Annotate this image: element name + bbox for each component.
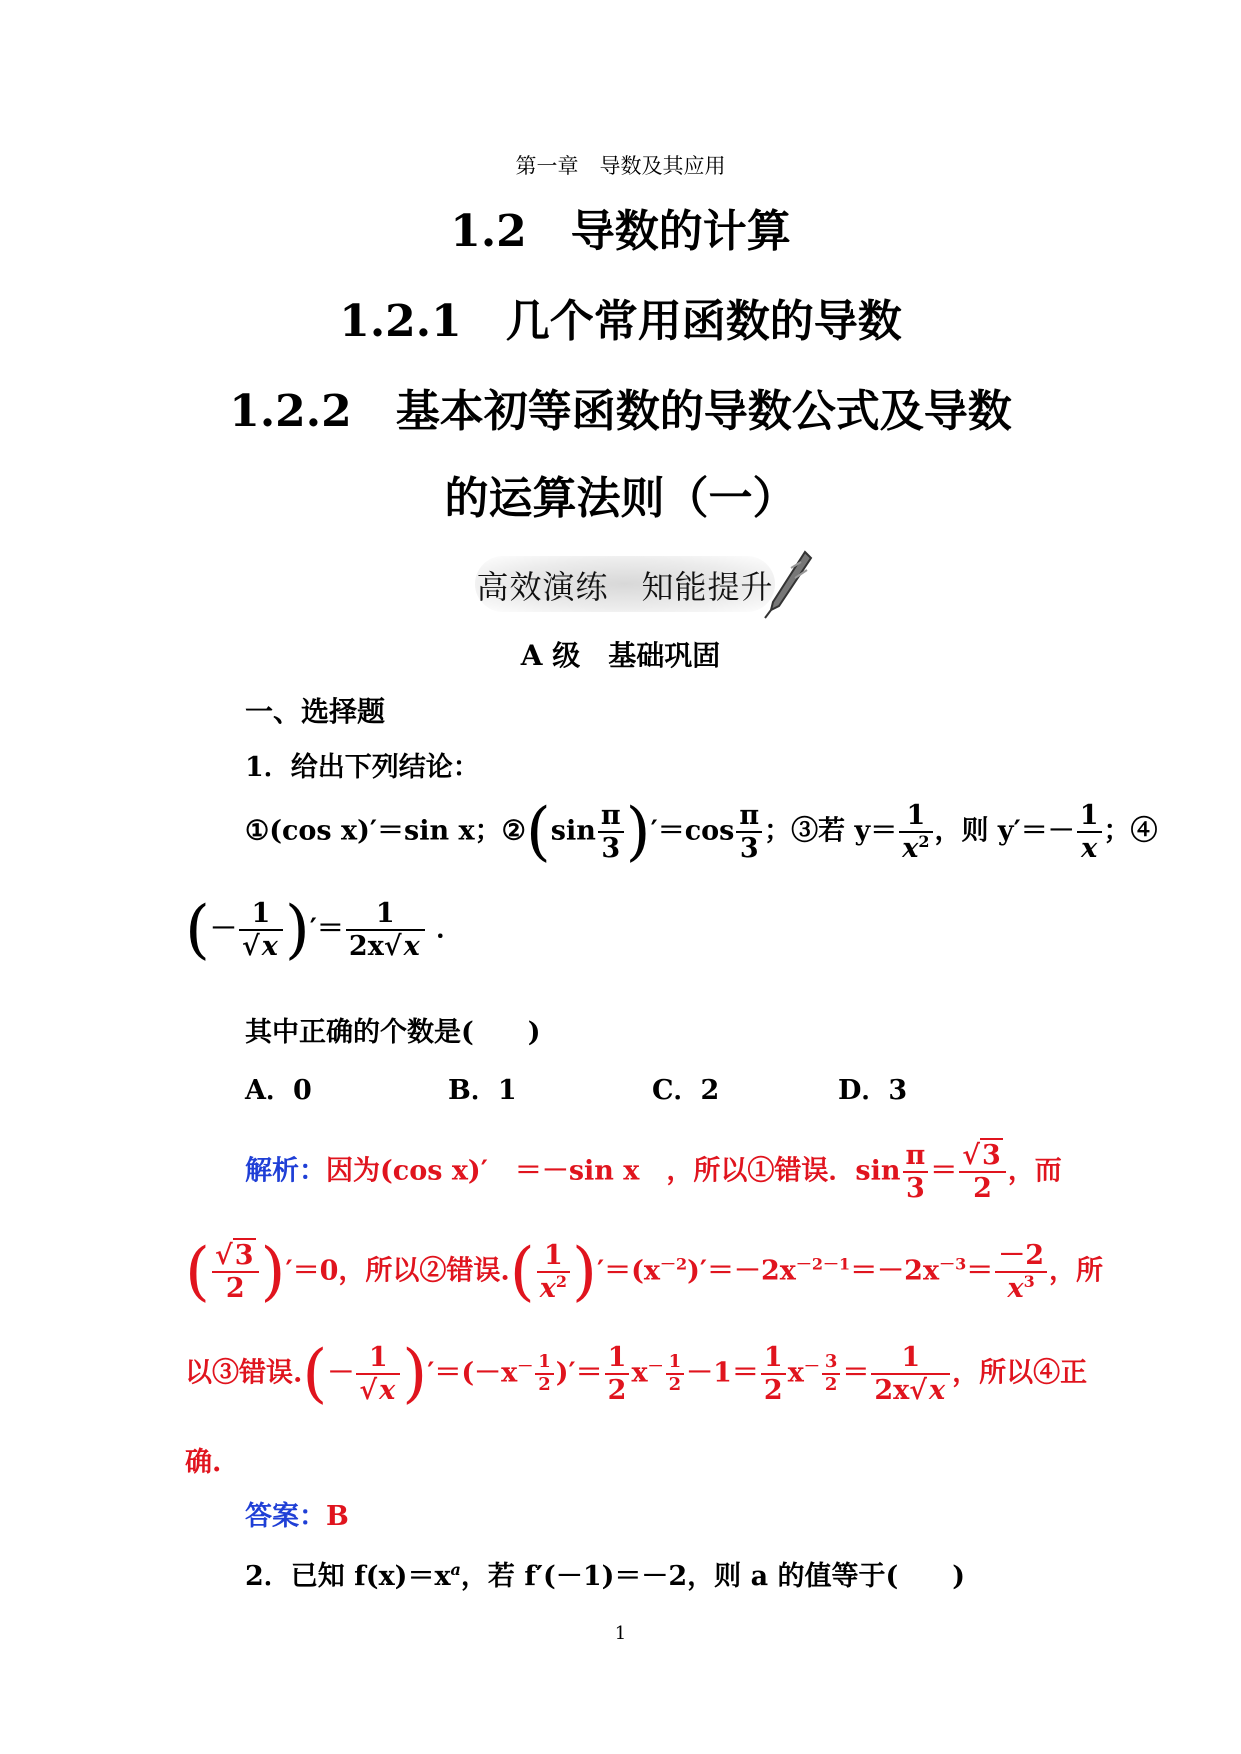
q1-s7: － — [209, 913, 237, 945]
q2-b: ，若 f′(－1)＝－2，则 a 的值等于( ) — [460, 1561, 966, 1592]
section-title: 1.2 导数的计算 — [450, 206, 791, 257]
analysis-l2b: ′＝(x — [596, 1255, 660, 1287]
analysis-line1 — [245, 1140, 1062, 1204]
q2-stem: 2．已知 $f(x)=x^a$，若 f′(－1)＝－2，则 a 的值等于( ) — [245, 1560, 966, 1592]
paren-open: ( — [185, 1235, 210, 1310]
q1-s1: ①(cos x)′＝sin x；② — [245, 815, 526, 847]
q1-statements-line2 — [185, 893, 464, 968]
exp-1-2-b: $\frac{1}{2}$ — [666, 1352, 685, 1395]
analysis-label: 解析： — [245, 1155, 326, 1187]
page-number: 1 — [614, 1623, 627, 1644]
analysis-line2: ( $\frac{√3}{2}$ )′＝0，所以②错误.( $\frac{1}{x^2}$ )$'=(x^{-2})'=-2x^{-2-1}=-2x^{-3}=$ $\frac{-2}{x^3}$ ，所 — [185, 1235, 1104, 1310]
answer-value: B — [326, 1501, 349, 1532]
q1-s8: ′＝ — [309, 913, 344, 945]
analysis-l1b: ＝ — [930, 1155, 958, 1187]
exp-1-2: $\frac{1}{2}$ — [535, 1352, 554, 1395]
analysis-l2f: ，所 — [1049, 1255, 1104, 1287]
paren-open: ( — [509, 1235, 535, 1310]
exercise-banner — [455, 548, 815, 620]
subsection-title-2-cont: 的运算法则（一） — [444, 473, 797, 524]
fraction-1-2-b: $\frac{1}{2}$ — [761, 1342, 786, 1406]
answer-line — [245, 1494, 349, 1533]
option-c: C．2 — [652, 1075, 720, 1106]
paren-close: ) — [284, 893, 310, 968]
option-a: A．0 — [245, 1075, 312, 1106]
paren-close: ) — [260, 1235, 286, 1310]
pen-icon — [761, 548, 815, 620]
level-heading: A 级 基础巩固 — [520, 639, 721, 672]
q1-question: 其中正确的个数是( ) — [245, 1017, 541, 1048]
fraction-pi-3: $\frac{\pi}{3}$ — [598, 800, 624, 864]
analysis-l1c: ，而 — [1007, 1155, 1062, 1187]
q1-s10: ． — [426, 913, 464, 945]
paren-open: ( — [525, 795, 551, 870]
q1-s5: ，则 y′＝－ — [934, 815, 1075, 847]
fraction-sqrt3-2: $\frac{√3}{2}$ — [959, 1140, 1006, 1204]
analysis-l3a: 以③错误. — [185, 1357, 303, 1389]
subsection-title-1: 1.2.1 几个常用函数的导数 — [339, 296, 902, 347]
subsection-title-2: 1.2.2 基本初等函数的导数公式及导数 — [229, 386, 1012, 437]
q1-s3: ′＝cos — [650, 815, 735, 847]
q1-stem: 1．给出下列结论： — [245, 752, 480, 783]
fraction-1-2: $\frac{1}{2}$ — [605, 1342, 630, 1406]
analysis-l3b: ′＝(－x — [427, 1357, 518, 1389]
q1-statements-line1 — [245, 795, 1158, 870]
fraction-pi-3-b: $\frac{\pi}{3}$ — [736, 800, 762, 864]
q2-a: 2．已知 f(x)＝x — [245, 1561, 451, 1592]
fraction-1-sqrtx: $\frac{1}{√x}$ — [239, 898, 283, 962]
analysis-l3d: x — [631, 1357, 648, 1389]
analysis-l2c: )′＝－2x — [687, 1255, 796, 1287]
analysis-l2e: ＝ — [966, 1255, 994, 1287]
option-b: B．1 — [448, 1075, 517, 1106]
q1-s4: ；③若 y＝ — [764, 815, 898, 847]
fraction-1-2xsqrtx: $\frac{1}{2x√x}$ — [346, 898, 425, 962]
paren-close: ) — [402, 1337, 428, 1412]
analysis-l3e: －1＝ — [686, 1357, 759, 1389]
paren-close: ) — [625, 795, 651, 870]
paren-open: ( — [302, 1337, 328, 1412]
analysis-l3g: ＝ — [842, 1357, 870, 1389]
paren-open: ( — [185, 893, 210, 968]
analysis-l2d: ＝－2x — [850, 1255, 940, 1287]
question-type-heading: 一、选择题 — [245, 695, 386, 728]
banner-text: 高效演练 知能提升 — [476, 568, 774, 606]
q1-sin: sin — [550, 815, 596, 847]
analysis-line4: 确. — [185, 1447, 222, 1478]
fraction-m2-x3: $\frac{-2}{x^3}$ — [995, 1240, 1047, 1304]
exp-3-2: $\frac{3}{2}$ — [822, 1352, 841, 1395]
fraction-sqrt3-2-b: $\frac{√3}{2}$ — [212, 1240, 259, 1304]
fraction-1-x: $\frac{1}{x}$ — [1077, 800, 1102, 864]
analysis-line3: 以③错误.(－ $\frac{1}{√x}$ )′＝(－x－ $\frac{1}{2}$ )′＝ $\frac{1}{2}$ x－ $\frac{1}{2}$ －1＝ $\frac{1}{2}$ x－ $\frac{3}{2}$ ＝ $\frac{1}{2x√x}$ ，所以④正 — [185, 1337, 1088, 1412]
fraction-1-sqrtx-b: $\frac{1}{√x}$ — [356, 1342, 400, 1406]
analysis-l3c: )′＝ — [555, 1357, 603, 1389]
analysis-l3f: x — [787, 1357, 804, 1389]
option-d: D．3 — [838, 1075, 908, 1106]
fraction-1-x2-b: $\frac{1}{x^2}$ — [537, 1240, 570, 1304]
analysis-l2a: ′＝0，所以②错误. — [285, 1255, 510, 1287]
analysis-l3h: ，所以④正 — [952, 1357, 1088, 1389]
analysis-l1a: 因为(cos x)′ ＝－sin x ，所以①错误．sin — [326, 1155, 901, 1187]
answer-label: 答案： — [245, 1501, 326, 1532]
fraction-pi-3-c: $\frac{\pi}{3}$ — [903, 1140, 929, 1204]
chapter-header: 第一章 导数及其应用 — [515, 154, 726, 178]
fraction-1-x2: $\frac{1}{x^2}$ — [899, 800, 932, 864]
paren-close: ) — [572, 1235, 597, 1310]
fraction-1-2xsqrtx-b: $\frac{1}{2x√x}$ — [871, 1342, 950, 1406]
q1-s6: ；④ — [1103, 815, 1158, 847]
